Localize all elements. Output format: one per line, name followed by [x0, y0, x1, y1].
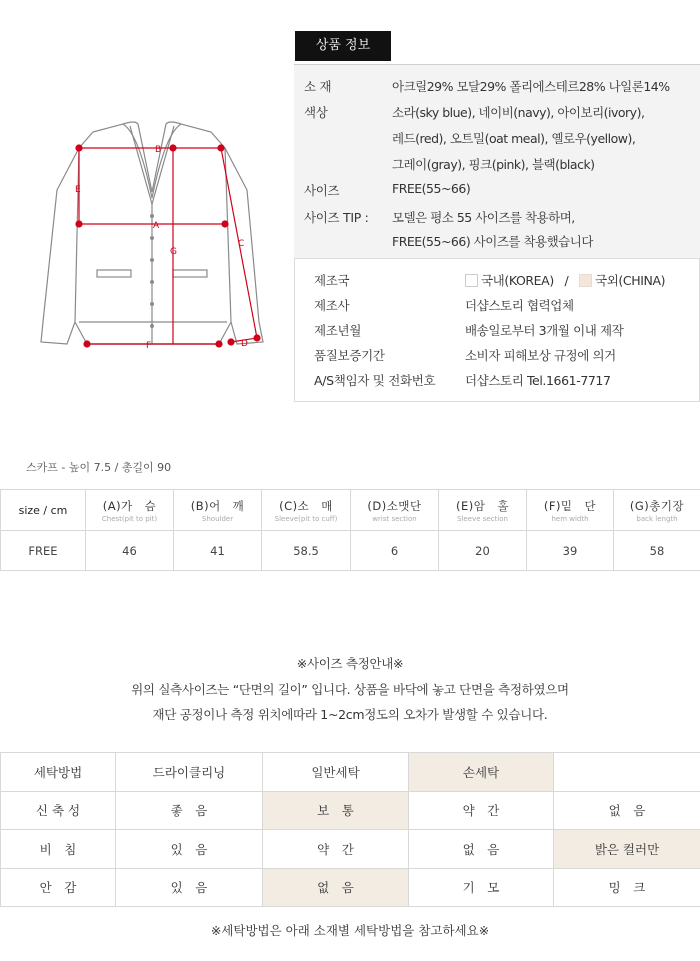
- guide-line-2: 재단 공정이나 측정 위치에따라 1~2cm정도의 오차가 발생할 수 있습니다.: [152, 707, 548, 722]
- care-cell: 밍 크: [554, 868, 700, 907]
- care-footnote: ※세탁방법은 아래 소재별 세탁방법을 참고하세요※: [210, 923, 490, 938]
- as-contact-label: A/S책임자 및 전화번호: [314, 373, 436, 388]
- care-cell: [554, 753, 700, 792]
- product-info-tag: 상품 정보: [295, 31, 391, 61]
- guide-line-1: 위의 실측사이즈는 “단면의 길이” 입니다. 상품을 바닥에 놓고 단면을 측정하였으며: [131, 682, 569, 697]
- size-tip-value-1: 모델은 평소 55 사이즈를 착용하며,: [392, 210, 575, 225]
- as-contact-value: 더샵스토리 Tel.1661-7717: [465, 373, 611, 388]
- color-value-1: 소라(sky blue), 네이비(navy), 아이보리(ivory),: [392, 105, 645, 120]
- care-cell: 손세탁: [409, 753, 554, 792]
- table-row: [1, 830, 700, 869]
- size-value: FREE(55~66): [392, 181, 471, 196]
- warranty-label: 품질보증기간: [314, 348, 385, 363]
- care-cell: 없 음: [409, 830, 554, 869]
- care-cell: 없 음: [554, 791, 700, 830]
- origin-separator: /: [564, 273, 569, 288]
- label-c: C: [238, 239, 245, 249]
- label-a: A: [153, 221, 160, 231]
- material-value: 아크릴29% 모달29% 폴리에스테르28% 나일론14%: [392, 79, 670, 94]
- care-row-label: 세탁방법: [1, 753, 116, 792]
- care-cell: 있 음: [116, 868, 263, 907]
- size-value-length: 58: [614, 531, 700, 571]
- maker-label: 제조사: [314, 298, 350, 313]
- size-value-wrist: 6: [351, 531, 439, 571]
- care-cell: 없 음: [263, 868, 409, 907]
- mfg-date-value: 배송일로부터 3개월 이내 제작: [465, 323, 624, 338]
- label-e: E: [75, 185, 81, 195]
- size-table-header: [1, 490, 700, 531]
- size-label: 사이즈: [304, 183, 340, 198]
- china-text: 국외(CHINA): [595, 273, 666, 288]
- origin-label: 제조국: [314, 273, 350, 288]
- material-label: 소 재: [304, 79, 332, 94]
- care-cell: 약 간: [263, 830, 409, 869]
- care-cell: 기 모: [409, 868, 554, 907]
- korea-text: 국내(KOREA): [481, 273, 554, 288]
- size-tip-label: 사이즈 TIP :: [304, 210, 369, 225]
- table-row: [1, 753, 700, 792]
- care-cell: 드라이클리닝: [116, 753, 263, 792]
- measure-lines: [76, 145, 260, 347]
- measure-labels: [75, 145, 248, 351]
- origin-value: [465, 271, 665, 289]
- korea-checkbox: [465, 274, 478, 287]
- warranty-value: 소비자 피해보상 규정에 의거: [465, 348, 616, 363]
- care-table: [0, 752, 700, 907]
- cardigan-measure-diagram: [35, 112, 267, 357]
- size-header-armhole: (E)암 홀 Sleeve section: [439, 490, 527, 531]
- cardigan-outline: [41, 122, 263, 344]
- size-value-armhole: 20: [439, 531, 527, 571]
- care-cell: 보 통: [263, 791, 409, 830]
- care-cell: 일반세탁: [263, 753, 409, 792]
- size-value-chest: 46: [86, 531, 174, 571]
- care-cell: 약 간: [409, 791, 554, 830]
- size-header-shoulder: (B)어 깨 Shoulder: [174, 490, 262, 531]
- size-header-hem: (F)밑 단 hem width: [527, 490, 614, 531]
- label-g: G: [170, 247, 177, 257]
- color-value-3: 그레이(gray), 핑크(pink), 블랙(black): [392, 157, 595, 172]
- color-label: 색상: [304, 105, 328, 120]
- size-header-chest: (A)가 슴 Chest(pit to pit): [86, 490, 174, 531]
- care-cell: 있 음: [116, 830, 263, 869]
- table-row: [1, 791, 700, 830]
- mfg-date-label: 제조년월: [314, 323, 362, 338]
- care-row-label: 안 감: [1, 868, 116, 907]
- care-cell: 밝은 컬러만: [554, 830, 700, 869]
- size-header-wrist: (D)소맷단 wrist section: [351, 490, 439, 531]
- size-table: [0, 489, 700, 571]
- table-row: [1, 868, 700, 907]
- care-cell: 좋 음: [116, 791, 263, 830]
- size-value-hem: 39: [527, 531, 614, 571]
- label-d: D: [241, 339, 248, 349]
- color-value-2: 레드(red), 오트밀(oat meal), 옐로우(yellow),: [392, 131, 636, 146]
- size-header-sleeve: (C)소 매 Sleeve(pit to cuff): [262, 490, 351, 531]
- size-value-shoulder: 41: [174, 531, 262, 571]
- size-header-first: size / cm: [1, 490, 86, 531]
- guide-title: ※사이즈 측정안내※: [296, 656, 404, 671]
- scarf-note: 스카프 - 높이 7.5 / 총길이 90: [26, 461, 172, 474]
- care-row-label: 신 축 성: [1, 791, 116, 830]
- size-row-label: FREE: [1, 531, 86, 571]
- maker-value: 더샵스토리 협력업체: [465, 298, 574, 313]
- size-value-sleeve: 58.5: [262, 531, 351, 571]
- manufacture-info-panel: [294, 258, 700, 402]
- label-f: F: [146, 341, 152, 351]
- china-checkbox: [579, 274, 592, 287]
- size-header-length: (G)총기장 back length: [614, 490, 700, 531]
- label-b: B: [155, 145, 162, 155]
- size-tip-value-2: FREE(55~66) 사이즈를 착용했습니다: [392, 234, 593, 249]
- product-info-panel: [294, 64, 700, 258]
- table-row: [1, 531, 700, 571]
- care-row-label: 비 침: [1, 830, 116, 869]
